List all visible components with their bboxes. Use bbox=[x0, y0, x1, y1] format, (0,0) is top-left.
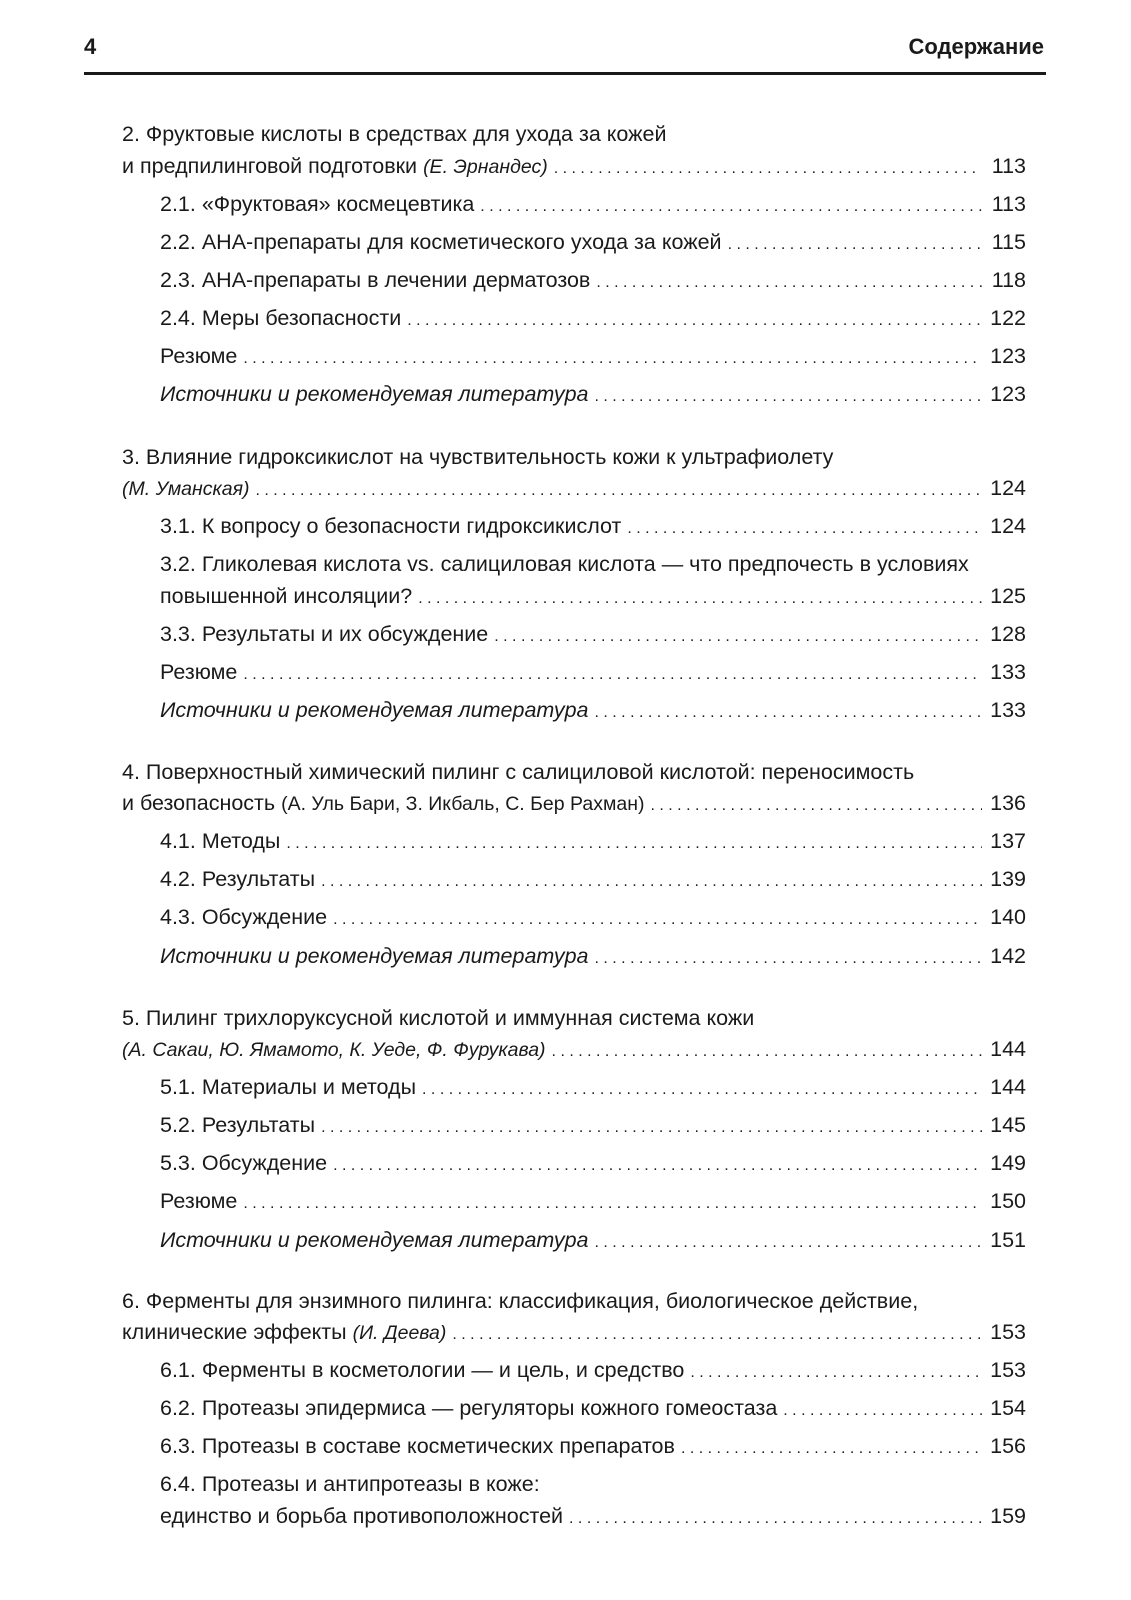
entry-label: Резюме bbox=[160, 344, 238, 368]
entry-label: 6.3. Протеазы в составе косметических препаратов bbox=[160, 1434, 675, 1458]
dot-leader bbox=[422, 1076, 982, 1104]
entry-label: Источники и рекомендуемая литература bbox=[160, 1228, 589, 1252]
entry-page: 150 bbox=[990, 1189, 1026, 1213]
toc-entry-5-references[interactable] bbox=[160, 1226, 1026, 1257]
dot-leader bbox=[595, 383, 983, 411]
dot-leader bbox=[595, 1229, 983, 1257]
chapter-3-entry[interactable] bbox=[122, 474, 1026, 505]
chapter-2-title: 2. Фруктовые кислоты в средствах для ухода за кожей bbox=[122, 122, 667, 146]
entry-page: 125 bbox=[990, 584, 1026, 608]
entry-page: 156 bbox=[990, 1434, 1026, 1458]
toc-entry-2-4[interactable] bbox=[160, 304, 1026, 335]
toc-entry-5-summary[interactable] bbox=[160, 1187, 1026, 1218]
toc-entry-2-summary[interactable] bbox=[160, 342, 1026, 373]
dot-leader bbox=[255, 477, 982, 505]
entry-label: 2.1. «Фруктовая» космецевтика bbox=[160, 192, 475, 216]
toc-entry-4-1[interactable] bbox=[160, 827, 1026, 858]
entry-page: 149 bbox=[990, 1151, 1026, 1175]
toc-entry-3-summary[interactable] bbox=[160, 658, 1026, 689]
dot-leader bbox=[333, 1152, 982, 1180]
dot-leader bbox=[627, 515, 982, 543]
toc-entry-6-1[interactable] bbox=[160, 1356, 1026, 1387]
entry-page: 128 bbox=[990, 622, 1026, 646]
entry-page: 115 bbox=[991, 230, 1026, 254]
entry-label: 5.3. Обсуждение bbox=[160, 1151, 328, 1175]
entry-label: 2.2. АНА-препараты для косметического ухода за кожей bbox=[160, 230, 722, 254]
dot-leader bbox=[690, 1359, 982, 1387]
dot-leader bbox=[333, 906, 982, 934]
entry-label: Резюме bbox=[160, 1189, 238, 1213]
toc-entry-4-2[interactable] bbox=[160, 865, 1026, 896]
entry-page: 137 bbox=[990, 829, 1026, 853]
chapter-2-author: (Е. Эрнандес) bbox=[423, 156, 548, 178]
toc-entry-5-3[interactable] bbox=[160, 1149, 1026, 1180]
chapter-3-page: 124 bbox=[990, 476, 1026, 500]
entry-page: 159 bbox=[990, 1504, 1026, 1528]
entry-label: 5.2. Результаты bbox=[160, 1113, 316, 1137]
toc-entry-3-references[interactable] bbox=[160, 696, 1026, 727]
entry-label: 3.3. Результаты и их обсуждение bbox=[160, 622, 489, 646]
chapter-5-title: 5. Пилинг трихлоруксусной кислотой и иммунная система кожи bbox=[122, 1006, 755, 1030]
chapter-6-entry[interactable] bbox=[122, 1318, 1026, 1349]
toc-entry-3-2-line1: 3.2. Гликолевая кислота vs. салициловая кислота — что предпочесть в условиях bbox=[160, 552, 969, 576]
toc-entry-4-3[interactable] bbox=[160, 903, 1026, 934]
dot-leader bbox=[596, 269, 982, 297]
toc-entry-3-3[interactable] bbox=[160, 620, 1026, 651]
entry-page: 133 bbox=[990, 660, 1026, 684]
entry-page: 139 bbox=[990, 867, 1026, 891]
dot-leader bbox=[595, 945, 983, 973]
dot-leader bbox=[480, 193, 982, 221]
toc-entry-5-2[interactable] bbox=[160, 1111, 1026, 1142]
entry-page: 140 bbox=[990, 905, 1026, 929]
toc-entry-3-2[interactable] bbox=[160, 582, 1026, 613]
entry-page: 118 bbox=[991, 268, 1026, 292]
dot-leader bbox=[494, 623, 982, 651]
entry-page: 124 bbox=[990, 514, 1026, 538]
chapter-6-title: 6. Ферменты для энзимного пилинга: классификация, биологическое действие, bbox=[122, 1289, 919, 1313]
toc-entry-5-1[interactable] bbox=[160, 1073, 1026, 1104]
dot-leader bbox=[595, 699, 983, 727]
entry-label: единство и борьба противоположностей bbox=[160, 1504, 564, 1528]
entry-page: 122 bbox=[990, 306, 1026, 330]
dot-leader bbox=[728, 231, 982, 259]
toc-entry-6-2[interactable] bbox=[160, 1394, 1026, 1425]
dot-leader bbox=[783, 1397, 982, 1425]
entry-page: 142 bbox=[990, 944, 1026, 968]
entry-label: Источники и рекомендуемая литература bbox=[160, 382, 589, 406]
entry-label: 2.4. Меры безопасности bbox=[160, 306, 402, 330]
dot-leader bbox=[418, 585, 982, 613]
toc-entry-6-4-line1: 6.4. Протеазы и антипротеазы в коже: bbox=[160, 1472, 540, 1496]
entry-page: 154 bbox=[990, 1396, 1026, 1420]
dot-leader bbox=[321, 1114, 982, 1142]
entry-label: 3.1. К вопросу о безопасности гидроксикислот bbox=[160, 514, 622, 538]
toc-entry-6-4[interactable] bbox=[160, 1502, 1026, 1533]
dot-leader bbox=[554, 155, 982, 183]
entry-label: Источники и рекомендуемая литература bbox=[160, 698, 589, 722]
dot-leader bbox=[452, 1321, 982, 1349]
chapter-6-author: (И. Деева) bbox=[352, 1322, 447, 1344]
entry-label: Источники и рекомендуемая литература bbox=[160, 944, 589, 968]
chapter-4-title: 4. Поверхностный химический пилинг с салициловой кислотой: переносимость bbox=[122, 760, 915, 784]
chapter-5-entry[interactable] bbox=[122, 1035, 1026, 1066]
chapter-2-entry[interactable] bbox=[122, 152, 1026, 183]
entry-page: 151 bbox=[990, 1228, 1026, 1252]
chapter-5-author: (А. Сакаи, Ю. Ямамото, К. Уеде, Ф. Фурукава) bbox=[122, 1039, 546, 1061]
chapter-4-title-cont: и безопасность bbox=[122, 791, 276, 815]
entry-page: 145 bbox=[990, 1113, 1026, 1137]
toc-entry-6-3[interactable] bbox=[160, 1432, 1026, 1463]
entry-page: 144 bbox=[990, 1075, 1026, 1099]
entry-label: повышенной инсоляции? bbox=[160, 584, 413, 608]
toc-entry-4-references[interactable] bbox=[160, 942, 1026, 973]
chapter-5-page: 144 bbox=[990, 1037, 1026, 1061]
dot-leader bbox=[243, 661, 982, 689]
dot-leader bbox=[681, 1435, 982, 1463]
page-number: 4 bbox=[84, 34, 97, 59]
entry-page: 113 bbox=[991, 192, 1026, 216]
running-title: Содержание bbox=[908, 34, 1044, 59]
toc-entry-2-1[interactable] bbox=[160, 190, 1026, 221]
entry-label: 4.1. Методы bbox=[160, 829, 281, 853]
entry-label: 4.2. Результаты bbox=[160, 867, 316, 891]
entry-page: 133 bbox=[990, 698, 1026, 722]
dot-leader bbox=[321, 868, 982, 896]
dot-leader bbox=[243, 345, 982, 373]
chapter-6-title-cont: клинические эффекты bbox=[122, 1320, 347, 1344]
entry-page: 123 bbox=[990, 382, 1026, 406]
chapter-4-author: (А. Уль Бари, З. Икбаль, С. Бер Рахман) bbox=[281, 793, 645, 815]
chapter-4-entry[interactable] bbox=[122, 789, 1026, 820]
chapter-2-page: 113 bbox=[991, 154, 1026, 178]
entry-page: 123 bbox=[990, 344, 1026, 368]
entry-label: 2.3. АНА-препараты в лечении дерматозов bbox=[160, 268, 591, 292]
toc-entry-2-2[interactable] bbox=[160, 228, 1026, 259]
dot-leader bbox=[569, 1505, 982, 1533]
toc-entry-3-1[interactable] bbox=[160, 512, 1026, 543]
toc-entry-2-references[interactable] bbox=[160, 380, 1026, 411]
dot-leader bbox=[552, 1038, 982, 1066]
chapter-4-page: 136 bbox=[990, 791, 1026, 815]
dot-leader bbox=[243, 1190, 982, 1218]
entry-label: 4.3. Обсуждение bbox=[160, 905, 328, 929]
chapter-3-title: 3. Влияние гидроксикислот на чувствительность кожи к ультрафиолету bbox=[122, 445, 834, 469]
chapter-3-author: (М. Уманская) bbox=[122, 478, 250, 500]
entry-label: Резюме bbox=[160, 660, 238, 684]
entry-page: 153 bbox=[990, 1358, 1026, 1382]
entry-label: 6.2. Протеазы эпидермиса — регуляторы кожного гомеостаза bbox=[160, 1396, 778, 1420]
dot-leader bbox=[407, 307, 982, 335]
entry-label: 5.1. Материалы и методы bbox=[160, 1075, 417, 1099]
dot-leader bbox=[286, 830, 982, 858]
chapter-2-title-cont: и предпилинговой подготовки bbox=[122, 154, 418, 178]
dot-leader bbox=[651, 792, 983, 820]
toc-entry-2-3[interactable] bbox=[160, 266, 1026, 297]
entry-label: 6.1. Ферменты в косметологии — и цель, и средство bbox=[160, 1358, 685, 1382]
chapter-6-page: 153 bbox=[990, 1320, 1026, 1344]
